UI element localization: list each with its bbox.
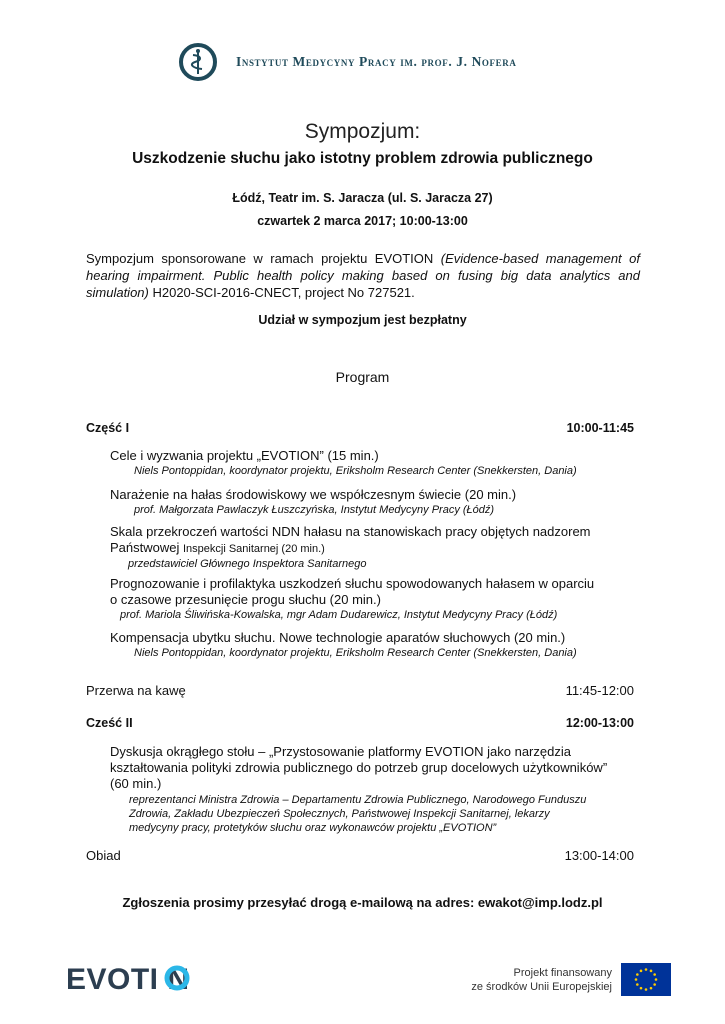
eu-star-icon [650,970,653,973]
talk-title-line3: (60 min.) [110,776,162,791]
talk-title-line2: kształtowania polityki zdrowia publicznego do potrzeb grup docelowych użytkowników” [110,760,608,775]
part1-label: Część I [86,421,130,435]
lunch-row [86,848,634,863]
eu-star-icon [645,968,648,971]
sponsor-paragraph [86,250,640,301]
symposium-subtitle: Uszkodzenie słuchu jako istotny problem zdrowia publicznego [132,150,593,167]
eu-star-icon [653,983,656,986]
agenda-item [110,744,640,835]
eu-star-icon [640,987,643,990]
talk-speaker: przedstawiciel Głównego Inspektora Sanitarnego [128,558,367,570]
talk-title-line2a: Państwowej [110,540,183,555]
talk-title-line2b: Inspekcji Sanitarnej (20 min.) [182,543,325,555]
eu-star-icon [655,978,658,981]
eu-star-icon [650,987,653,990]
talk-speaker: prof. Małgorzata Pawlaczyk Łuszczyńska, Instytut Medycyny Pracy (Łódź) [134,504,495,516]
eu-star-icon [635,978,638,981]
part2-time: 12:00-13:00 [565,716,634,730]
talk-speaker-line2: Zdrowia, Zakładu Ubezpieczeń Społecznych, Państwowej Inspekcji Sanitarnej, lekarzy [129,808,550,820]
part1-header [86,421,634,435]
agenda-item [110,524,640,571]
coffee-break-row [86,683,634,698]
eu-funding-line1: Projekt finansowany [513,967,612,979]
break-label: Przerwa na kawę [86,683,186,698]
talk-title-line2 [110,540,640,557]
caduceus-icon [178,42,218,82]
sponsor-suffix: H2020-SCI-2016-CNECT, project No 727521. [148,285,415,300]
evotion-wordmark [66,962,211,994]
talk-speaker: Niels Pontoppidan, koordynator projektu, Eriksholm Research Center (Snekkersten, Dania) [134,647,577,659]
program-heading: Program [335,369,390,385]
eu-funding-line2: ze środków Unii Europejskiej [471,981,612,993]
eu-star-icon [653,973,656,976]
eu-star-icon [640,970,643,973]
eu-flag-icon [621,963,671,996]
talk-speaker: Niels Pontoppidan, koordynator projektu, Eriksholm Research Center (Snekkersten, Dania) [134,465,577,477]
sponsor-prefix: Sympozjum sponsorowane w ramach projektu EVOTION [86,251,441,266]
talk-title: Cele i wyzwania projektu „EVOTION” (15 min.) [110,448,379,463]
institute-name: Instytut Medycyny Pracy im. prof. J. Nofera [236,54,517,69]
eu-star-icon [636,983,639,986]
talk-speaker: prof. Mariola Śliwińska-Kowalska, mgr Adam Dudarewicz, Instytut Medycyny Pracy (Łódź) [120,609,558,621]
sponsor-project-full-name: (Evidence-based management of hearing impairment. Public health policy making based on fusing big data analytics and simulation) [86,251,640,300]
part2-header [86,716,634,730]
eu-funding-text [464,966,612,994]
agenda-item [110,576,640,622]
venue-line: Łódź, Teatr im. S. Jaracza (ul. S. Jaracza 27) [232,191,493,205]
part1-time: 10:00-11:45 [566,421,634,435]
talk-title-line1: Skala przekroczeń wartości NDN hałasu na stanowiskach pracy objętych nadzorem [110,524,591,539]
free-participation-note: Udział w sympozjum jest bezpłatny [258,313,467,327]
talk-title: Kompensacja ubytku słuchu. Nowe technologie aparatów słuchowych (20 min.) [110,630,566,645]
date-line: czwartek 2 marca 2017; 10:00-13:00 [257,214,468,228]
break-time: 11:45-12:00 [565,683,634,698]
talk-speaker-line3: medycyny pracy, protetyków słuchu oraz wykonawców projektu „EVOTION” [129,822,497,834]
agenda-item [110,487,640,517]
talk-speaker-line1: reprezentanci Ministra Zdrowia – Departamentu Zdrowia Publicznego, Narodowego Funduszu [129,794,587,806]
evotion-logo-text: EVOTI N [66,963,190,994]
part2-label: Cześć II [86,716,133,730]
lunch-label: Obiad [86,848,121,863]
lunch-time: 13:00-14:00 [564,848,634,863]
talk-title: Narażenie na hałas środowiskowy we współczesnym świecie (20 min.) [110,487,517,502]
talk-title-line2: o czasowe przesunięcie progu słuchu (20 min.) [110,592,381,607]
agenda-item [110,630,640,660]
institute-seal-logo [178,42,218,82]
talk-title-line1: Dyskusja okrągłego stołu – „Przystosowanie platformy EVOTION jako narzędzia [110,744,571,759]
agenda-item [110,448,640,478]
eu-flag-graphic [621,963,671,996]
talk-title-line1: Prognozowanie i profilaktyka uszkodzeń słuchu spowodowanych hałasem w oparciu [110,576,595,591]
evotion-logo [66,962,211,994]
registration-contact: Zgłoszenia prosimy przesyłać drogą e-mailową na adres: ewakot@imp.lodz.pl [122,895,603,910]
page-title: Sympozjum: [304,120,421,143]
eu-star-icon [645,988,648,991]
eu-star-icon [636,973,639,976]
